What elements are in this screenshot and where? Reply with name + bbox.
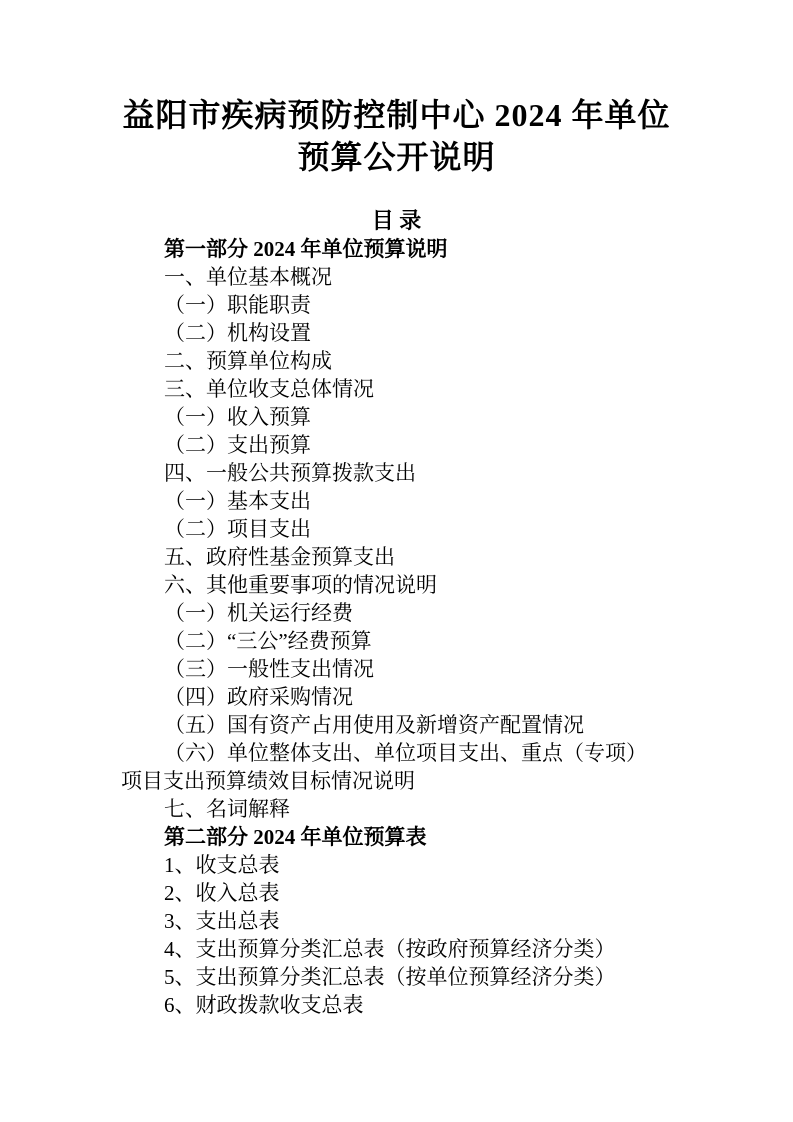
toc-entry: 1、收支总表: [164, 853, 280, 877]
document-title-line2: 预算公开说明: [297, 139, 496, 175]
toc-entry: 七、名词解释: [164, 797, 290, 821]
toc-entry: 三、单位收支总体情况: [164, 377, 374, 401]
toc-entry: 二、预算单位构成: [164, 349, 332, 373]
document-title-line1: 益阳市疾病预防控制中心 2024 年单位: [122, 97, 671, 133]
toc-entry: （六）单位整体支出、单位项目支出、重点（专项）: [164, 741, 647, 765]
toc-entry: 3、支出总表: [164, 909, 280, 933]
toc-entry-part1: 第一部分 2024 年单位预算说明: [164, 237, 448, 261]
toc-entry: 一、单位基本概况: [164, 265, 332, 289]
toc-entry: （四）政府采购情况: [164, 685, 353, 709]
toc-entry-part2: 第二部分 2024 年单位预算表: [164, 825, 427, 849]
toc-entry: 6、财政拨款收支总表: [164, 993, 364, 1017]
toc-entry: 六、其他重要事项的情况说明: [164, 573, 437, 597]
toc-entry: （二）项目支出: [164, 517, 311, 541]
toc-entry: （五）国有资产占用使用及新增资产配置情况: [164, 713, 584, 737]
toc-entry: （三）一般性支出情况: [164, 657, 374, 681]
toc-entry: 5、支出预算分类汇总表（按单位预算经济分类）: [164, 965, 616, 989]
toc-heading: 目 录: [371, 208, 422, 233]
toc-entry: （二）“三公”经费预算: [164, 629, 372, 653]
document-title: [0, 94, 793, 178]
toc-entry: 五、政府性基金预算支出: [164, 545, 395, 569]
toc-entry: （一）收入预算: [164, 405, 311, 429]
table-of-contents: [0, 207, 793, 1019]
toc-entry: 2、收入总表: [164, 881, 280, 905]
toc-entry: （一）基本支出: [164, 489, 311, 513]
toc-entry: （二）支出预算: [164, 433, 311, 457]
toc-entry: 4、支出预算分类汇总表（按政府预算经济分类）: [164, 937, 616, 961]
toc-entry-continuation: 项目支出预算绩效目标情况说明: [121, 769, 415, 793]
toc-entry: （一）机关运行经费: [164, 601, 353, 625]
toc-entry: 四、一般公共预算拨款支出: [164, 461, 416, 485]
toc-entry: （一）职能职责: [164, 293, 311, 317]
toc-entry: （二）机构设置: [164, 321, 311, 345]
